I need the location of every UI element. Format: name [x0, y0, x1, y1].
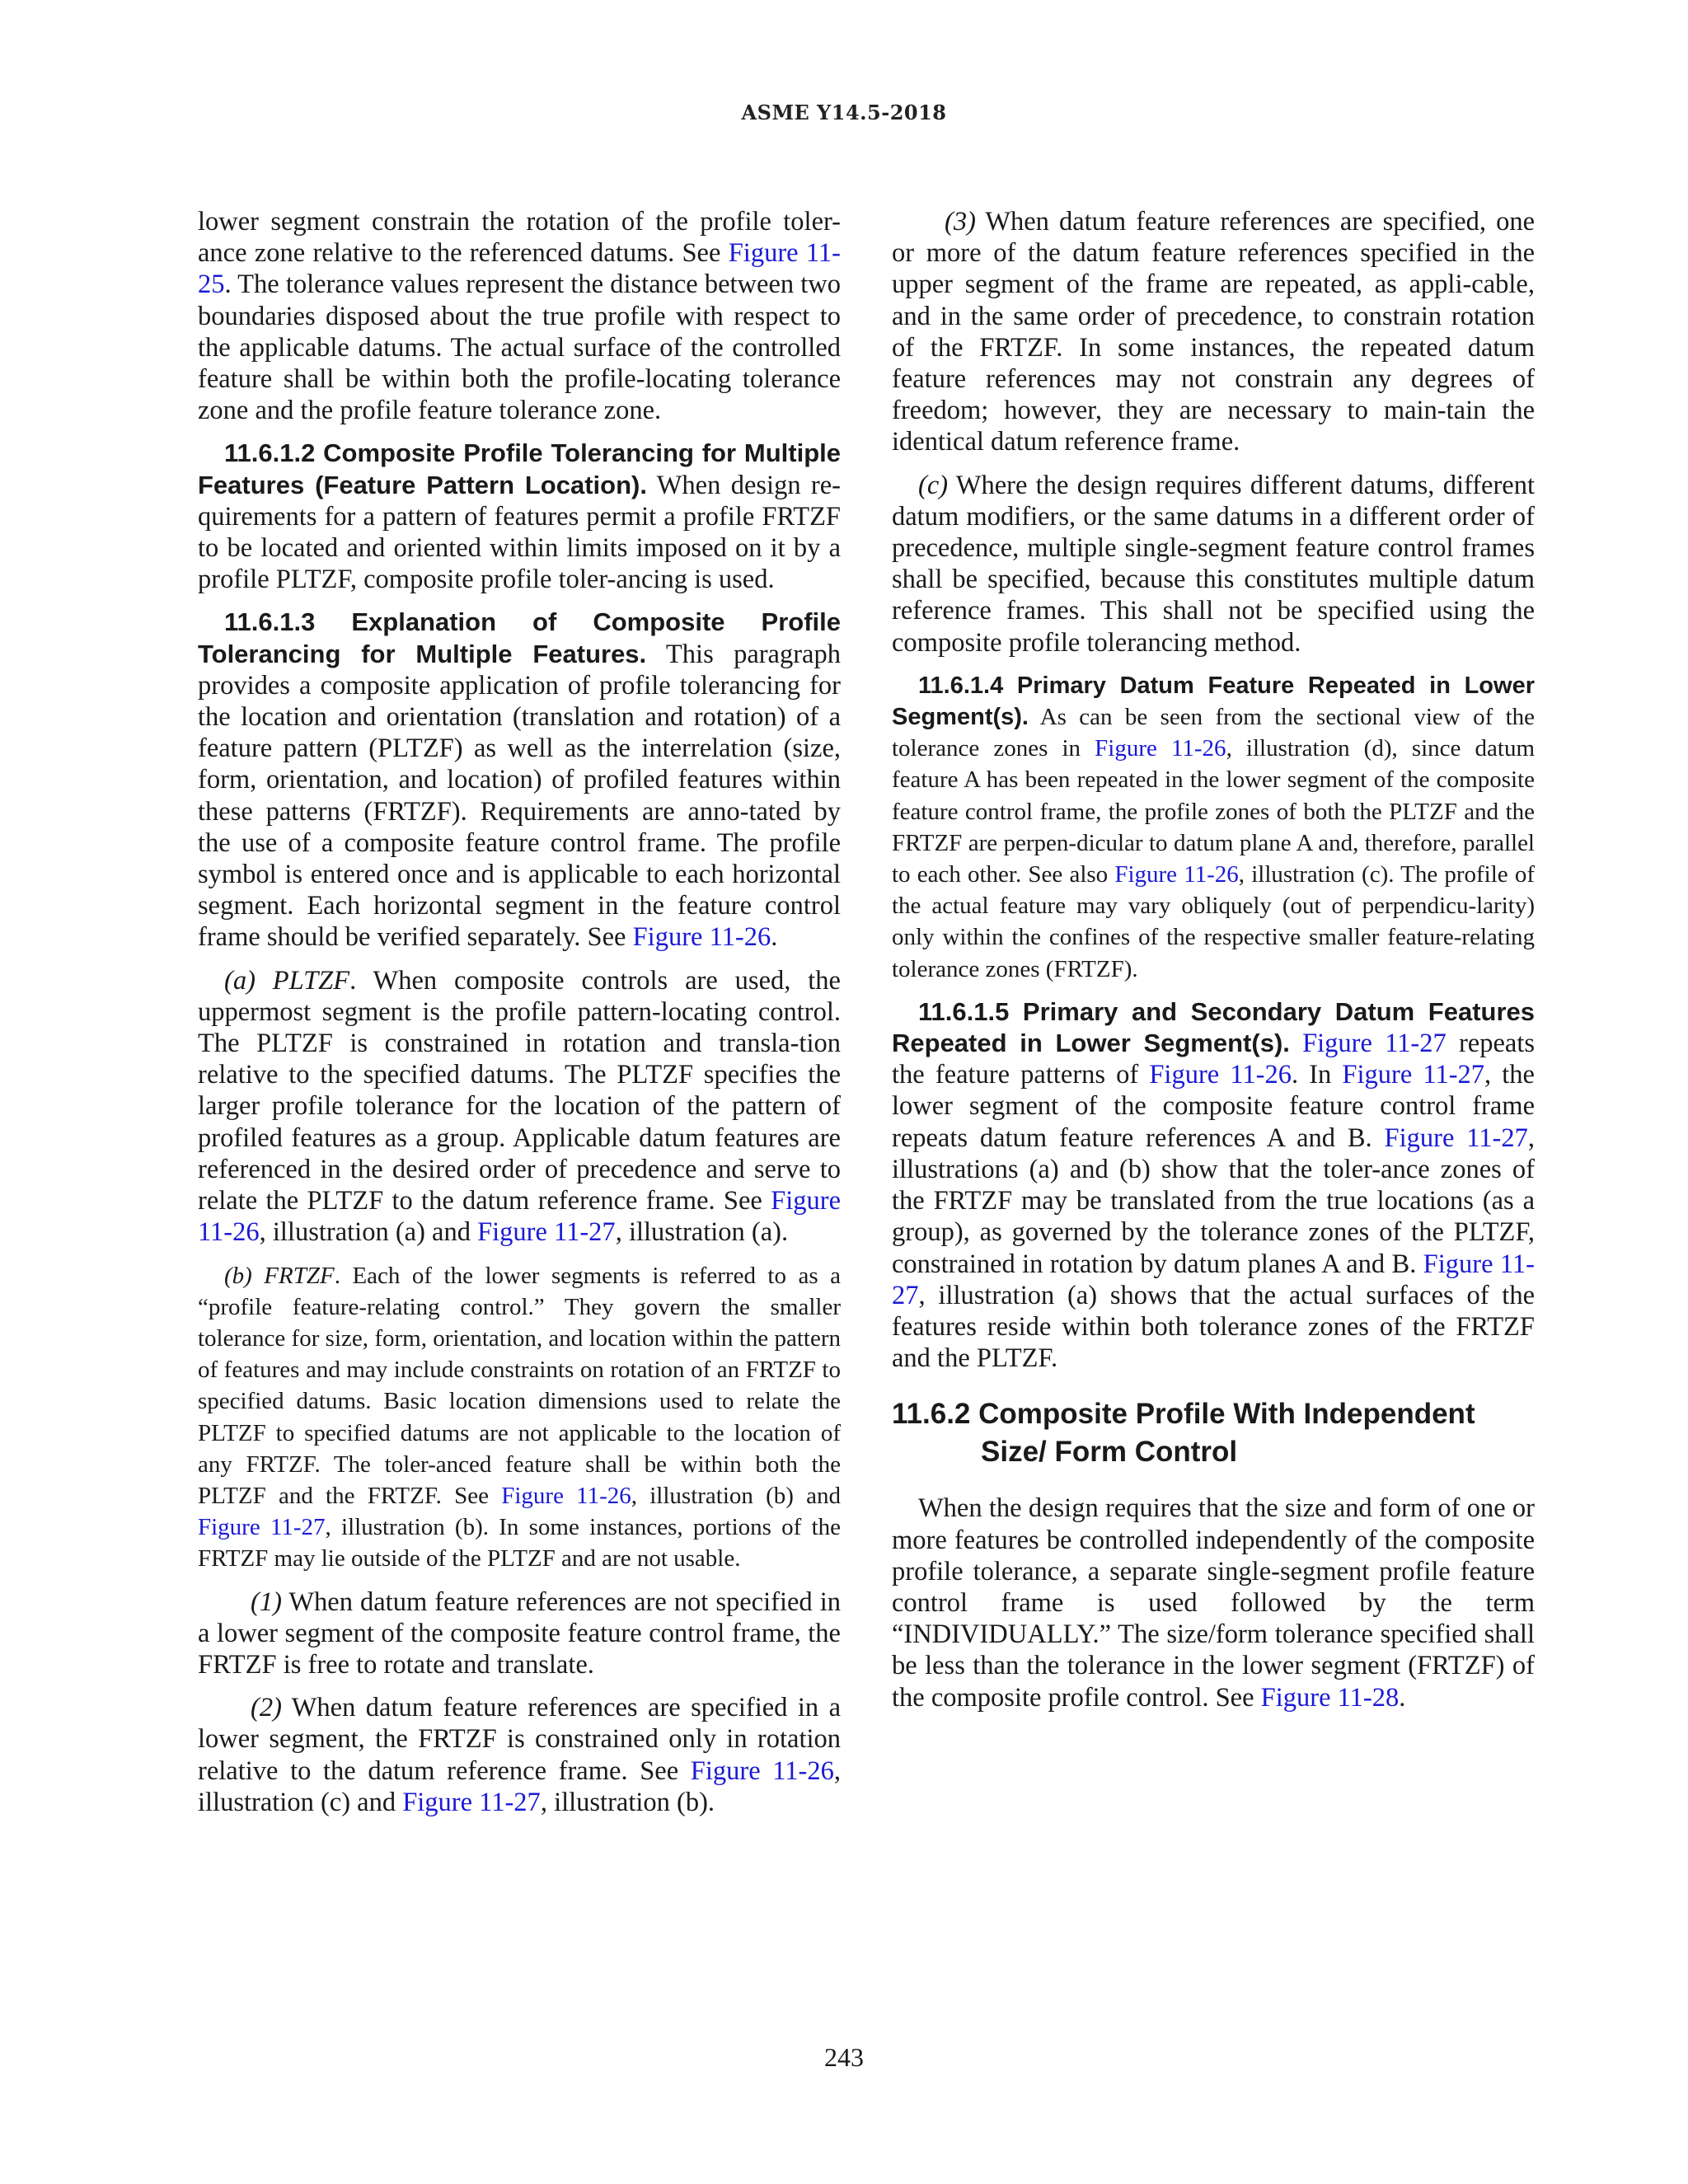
figure-link[interactable]: Figure 11-26: [1095, 735, 1226, 762]
figure-link[interactable]: Figure 11-27: [892, 1249, 1535, 1310]
figure-link[interactable]: Figure 11-27: [477, 1217, 616, 1248]
paragraph-c: (c) Where the design requires different datums, different datum modifiers, or the same datums in a different order of precedence, multiple single-segment feature control frames shall be specified, because this constitutes multiple datum reference frames. This shall not be specified using the composite profile tolerancing method.: [892, 470, 1535, 658]
figure-link[interactable]: Figure 11-27: [198, 1514, 326, 1541]
figure-link[interactable]: Figure 11-27: [1302, 1029, 1447, 1059]
section-title-line2: Size/ Form Control: [981, 1436, 1238, 1469]
paragraph-heading: 11.6.1.3 Explanation of Composite Profile Tolerancing for Multiple Features.: [198, 607, 841, 668]
paragraph-heading: 11.6.1.5 Primary and Secondary Datum Features Repeated in Lower Segment(s).: [892, 996, 1535, 1058]
paragraph-heading: 11.6.1.2 Composite Profile Tolerancing for Multiple Features (Feature Pattern Location).: [198, 438, 841, 499]
paragraph-11-6-1-3: 11.6.1.3 Explanation of Composite Profile Tolerancing for Multiple Features. This paragraph provides a composite application of profile tolerancing for the location and orientation (translation and rotation) of a feature pattern (PLTZF) as well as the interrelation (size, form, orientation, and location) of profiled features within these patterns (FRTZF). Requirements are anno-tated by the use of a composite feature control frame. The profile symbol is entered once and is applicable to each horizontal segment. Each horizontal segment in the feature control frame should be verified separately. See Figure 11-26.: [198, 607, 841, 953]
right-column: [892, 206, 1535, 1725]
paragraph-11-6-2: When the design requires that the size and form of one or more features be controlled independently of the composite profile tolerance, a separate single-segment profile feature control frame is used followed by the term “INDIVIDUALLY.” The size/form tolerance specified shall be less than the tolerance in the lower segment (FRTZF) of the composite profile control. See Figure 11-28.: [892, 1493, 1535, 1713]
figure-link[interactable]: Figure 11-27: [1384, 1122, 1528, 1153]
left-column: [198, 206, 841, 1830]
paragraph-11-6-1-2: 11.6.1.2 Composite Profile Tolerancing for Multiple Features (Feature Pattern Location). When design re-quirements for a pattern of features permit a profile FRTZF to be located and oriented within limits imposed on it by a profile PLTZF, composite profile toler-ancing is used.: [198, 438, 841, 595]
figure-link[interactable]: Figure 11-26: [198, 1186, 841, 1248]
section-number: 11.6.2: [892, 1398, 971, 1431]
list-label: (1): [251, 1586, 282, 1617]
figure-link[interactable]: Figure 11-26: [1149, 1060, 1292, 1090]
paragraph-item-2: (2) When datum feature references are specified in a lower segment, the FRTZF is constrained only in rotation relative to the datum reference frame. See Figure 11-26, illustration (c) and Figure 11-27, illustration (b).: [198, 1693, 841, 1817]
figure-link[interactable]: Figure 11-27: [402, 1787, 541, 1817]
paragraph-heading: 11.6.1.4 Primary Datum Feature Repeated in Lower Segment(s).: [892, 672, 1535, 731]
figure-link[interactable]: Figure 11-26: [1114, 861, 1239, 888]
paragraph-11-6-1-4: 11.6.1.4 Primary Datum Feature Repeated in Lower Segment(s). As can be seen from the sectional view of the tolerance zones in Figure 11-26, illustration (d), since datum feature A has been repeated in the lower segment of the composite feature control frame, the profile zones of both the PLTZF and the FRTZF are perpen-dicular to datum plane A and, therefore, parallel to each other. See also Figure 11-26, illustration (c). The profile of the actual feature may vary obliquely (out of perpendicu-larity) only within the confines of the respective smaller feature-relating tolerance zones (FRTZF).: [892, 672, 1536, 982]
figure-link[interactable]: Figure 11-26: [632, 922, 771, 953]
paragraph-item-1: (1) When datum feature references are not specified in a lower segment of the composite feature control frame, the FRTZF is free to rotate and translate.: [198, 1586, 841, 1680]
figure-link[interactable]: Figure 11-26: [501, 1482, 631, 1509]
running-header: ASME Y14.5-2018: [741, 101, 947, 124]
paragraph-b-frtzf: (b) FRTZF. Each of the lower segments is referred to as a “profile feature-relating control.” They govern the smaller tolerance for size, form, orientation, and location within the pattern of features and may include constraints on rotation of an FRTZF to specified datums. Basic location dimensions used to relate the PLTZF to specified datums are not applicable to the location of any FRTZF. The toler-anced feature shall be within both the PLTZF and the FRTZF. See Figure 11-26, illustration (b) and Figure 11-27, illustration (b). In some instances, portions of the FRTZF may lie outside of the PLTZF and are not usable.: [198, 1262, 842, 1572]
list-label: (2): [251, 1693, 282, 1723]
paragraph-11-6-1-5: 11.6.1.5 Primary and Secondary Datum Features Repeated in Lower Segment(s). Figure 11-27 repeats the feature patterns of Figure 11-26. In Figure 11-27, the lower segment of the composite feature control frame repeats datum feature references A and B. Figure 11-27, illustrations (a) and (b) show that the toler-ance zones of the FRTZF may be translated from the true locations (as a group), as governed by the tolerance zones of the PLTZF, constrained in rotation by datum planes A and B. Figure 11-27, illustration (a) shows that the actual surfaces of the features reside within both tolerance zones of the FRTZF and the PLTZF.: [892, 996, 1535, 1374]
page-number: 243: [824, 2042, 864, 2072]
list-label: (3): [945, 207, 976, 237]
figure-link[interactable]: Figure 11-25: [198, 238, 841, 300]
figure-link[interactable]: Figure 11-26: [690, 1755, 834, 1786]
paragraph: lower segment constrain the rotation of the profile toler-ance zone relative to the referenced datums. See Figure 11-25. The tolerance values represent the distance between two boundaries disposed about the true profile with respect to the applicable datums. The actual surface of the controlled feature shall be within both the profile-locating tolerance zone and the profile feature tolerance zone.: [198, 207, 841, 426]
list-label: (a) PLTZF: [224, 965, 350, 996]
section-heading: [892, 1395, 1535, 1471]
paragraph-a-pltzf: (a) PLTZF. When composite controls are used, the uppermost segment is the profile pattern-locating control. The PLTZF is constrained in rotation and transla-tion relative to the specified datums. The PLTZF specifies the larger profile tolerance for the location of the pattern of profiled features as a group. Applicable datum features are referenced in the desired order of precedence and serve to relate the PLTZF to the datum reference frame. See Figure 11-26, illustration (a) and Figure 11-27, illustration (a).: [198, 965, 841, 1248]
paragraph-item-3: (3) When datum feature references are specified, one or more of the datum feature references specified in the upper segment of the frame are repeated, as appli-cable, and in the same order of precedence, to constrain rotation of the FRTZF. In some instances, the repeated datum feature references may not constrain any degrees of freedom; however, they are necessary to main-tain the identical datum reference frame.: [892, 207, 1535, 457]
section-title-line1: Composite Profile With Independent: [978, 1398, 1475, 1431]
list-label: (b) FRTZF: [224, 1262, 335, 1289]
list-label: (c): [918, 470, 949, 500]
figure-link[interactable]: Figure 11-27: [1342, 1060, 1485, 1090]
figure-link[interactable]: Figure 11-28: [1260, 1682, 1400, 1713]
